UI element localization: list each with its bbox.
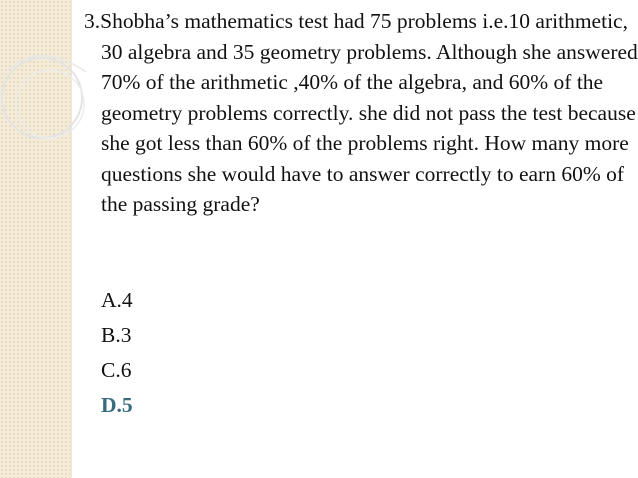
option-c: C.6 [101, 358, 132, 382]
band-divider [70, 0, 72, 478]
decorative-left-band [0, 0, 70, 478]
option-a: A.4 [101, 288, 133, 312]
answer-options [101, 283, 133, 423]
option-b: B.3 [101, 323, 132, 347]
option-d-correct: D.5 [101, 393, 133, 417]
question-text: 3.Shobha’s mathematics test had 75 problems i.e.10 arithmetic, 30 algebra and 35 geometry problems. Although she answered 70% of the arithmetic ,40% of the algebra, and 60% of the geometry problems correctly. she did not pass the test because she got less than 60% of the problems right. How many more questions she would have to answer correctly to earn 60% of the passing grade? [84, 9, 638, 216]
